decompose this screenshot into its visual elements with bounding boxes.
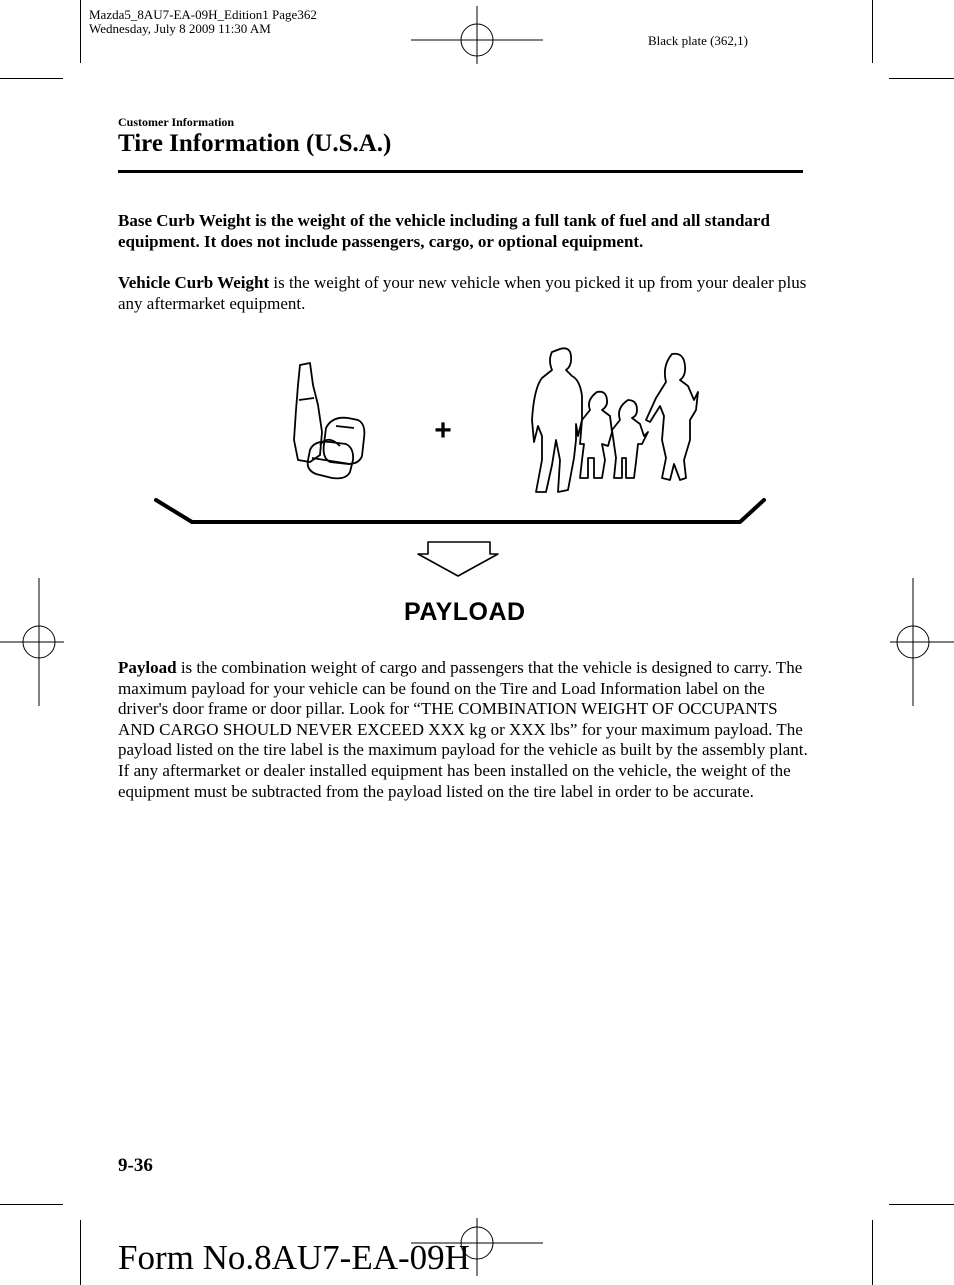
payload-illustration [150, 340, 770, 580]
section-label: Customer Information [118, 115, 235, 129]
family-icon [532, 348, 698, 492]
registration-mark-left [0, 578, 64, 706]
vehicle-curb-weight-paragraph [118, 273, 808, 314]
crop-mark [889, 78, 954, 79]
registration-mark-top [411, 6, 543, 64]
crop-mark [80, 0, 81, 63]
payload-paragraph [118, 658, 808, 802]
base-curb-weight-paragraph: Base Curb Weight is the weight of the vehicle including a full tank of fuel and all standard equipment. It does not include passengers, cargo, or optional equipment. [118, 211, 770, 251]
cargo-icon [294, 363, 364, 478]
page-number: 9-36 [118, 1155, 153, 1176]
vehicle-curb-weight-text: is the weight of your new vehicle when you picked it up from your dealer plus any aftermarket equipment. [118, 273, 807, 313]
plate-label: Black plate (362,1) [648, 33, 748, 48]
vehicle-curb-weight-term: Vehicle Curb Weight [118, 273, 270, 292]
payload-term: Payload [118, 658, 177, 677]
payload-figure-label: PAYLOAD [404, 598, 526, 626]
slug-line-2: Wednesday, July 8 2009 11:30 AM [89, 21, 271, 36]
bracket-line [156, 500, 764, 522]
arrow-down-icon [418, 542, 498, 576]
title-rule [118, 170, 803, 173]
payload-text: is the combination weight of cargo and passengers that the vehicle is designed to carry. The maximum payload for your vehicle can be found on the Tire and Load Information label on the driver's door frame or door pillar. Look for “THE COMBINATION WEIGHT OF OCCUPANTS AND CARGO SHOULD NEVER EXCEED XXX kg or XXX lbs” for your maximum payload. The payload listed on the tire label is the maximum payload for the vehicle as built by the assembly plant. If any aftermarket or dealer installed equipment has been installed on the vehicle, the weight of the equipment must be subtracted from the payload listed on the tire label in order to be accurate. [118, 658, 808, 801]
crop-mark [0, 78, 63, 79]
page-title: Tire Information (U.S.A.) [118, 130, 392, 157]
slug-line-1: Mazda5_8AU7-EA-09H_Edition1 Page362 [89, 7, 317, 22]
registration-mark-right [890, 578, 954, 706]
crop-mark [872, 1220, 873, 1285]
crop-mark [872, 0, 873, 63]
crop-mark [80, 1220, 81, 1285]
plus-sign: + [434, 414, 452, 447]
crop-mark [0, 1204, 63, 1205]
crop-mark [889, 1204, 954, 1205]
form-number: Form No.8AU7-EA-09H [118, 1238, 470, 1277]
